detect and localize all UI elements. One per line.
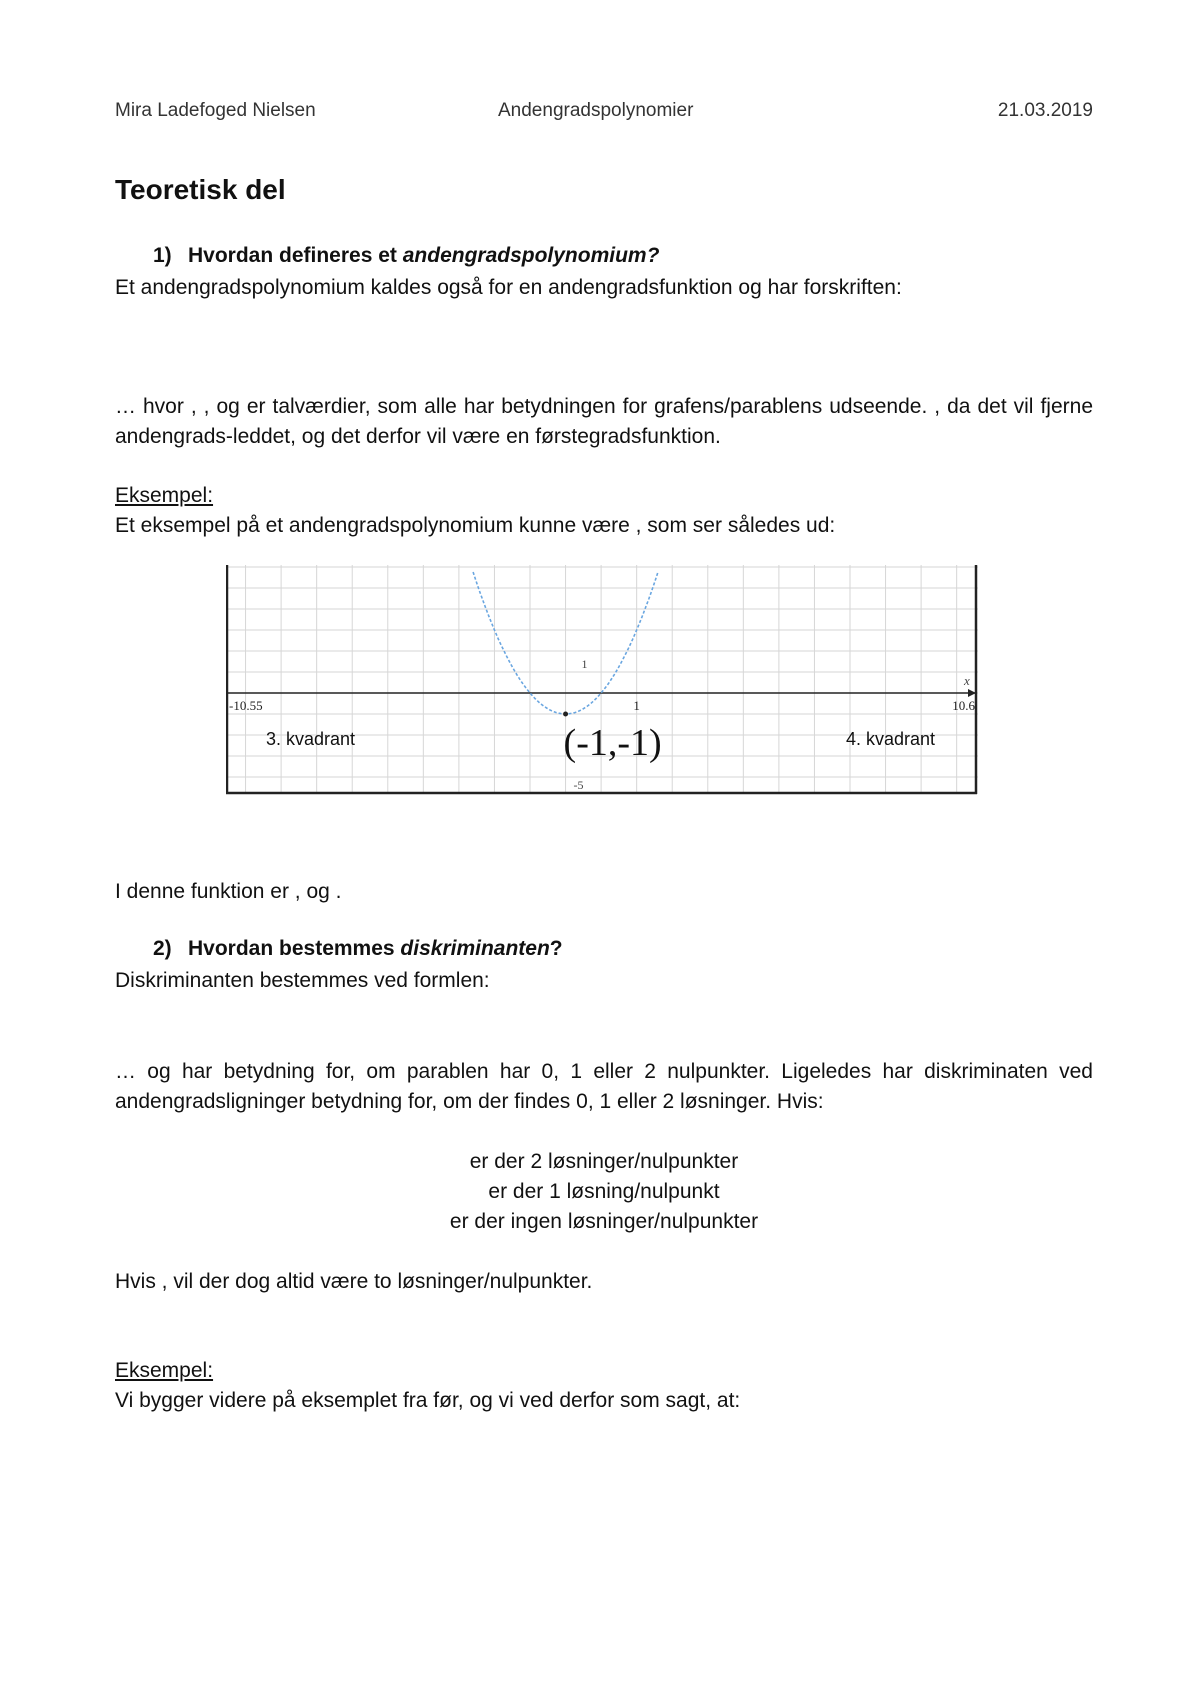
x-tick-label-min: -10.55 <box>229 698 263 713</box>
example-1-heading: Eksempel: <box>115 484 214 507</box>
question-1-text: Hvordan defineres et <box>188 244 403 267</box>
x-axis-label: x <box>964 673 970 688</box>
page-title: Teoretisk del <box>115 174 286 205</box>
parabola-chart <box>226 565 978 795</box>
annotation-4-kvadrant: 4. kvadrant <box>846 729 936 749</box>
question-2 <box>153 937 563 961</box>
case-no-solutions: er der ingen løsninger/nulpunkter <box>449 1210 759 1233</box>
case-two-solutions: er der 2 løsninger/nulpunkter <box>469 1150 739 1173</box>
paragraph-definition: Et andengradspolynomium kaldes også for en andengradsfunktion og har forskriften: <box>115 276 902 299</box>
vertex-point <box>563 712 568 717</box>
paragraph-coefficient-values: I denne funktion er , og . <box>115 880 342 903</box>
question-1 <box>153 244 659 268</box>
chart-svg <box>226 565 978 795</box>
case-one-solution: er der 1 løsning/nulpunkt <box>488 1180 720 1203</box>
example-1-text: Et eksempel på et andengradspolynomium kunne være , som ser således ud: <box>115 514 836 537</box>
header-author: Mira Ladefoged Nielsen <box>115 100 316 121</box>
question-2-tail: ? <box>549 937 563 960</box>
question-1-emphasis: andengradspolynomium? <box>402 244 660 267</box>
x-tick-label-max: 10.6 <box>952 698 975 713</box>
paragraph-discriminant-meaning: … og har betydning for, om parablen har 0, 1 eller 2 nulpunkter. Ligeledes har diskriminaten ved andengradsligninger betydning for, om der findes 0, 1 eller 2 løsninger. Hvis: <box>115 1060 1093 1113</box>
question-2-text: Hvordan bestemmes <box>188 937 401 960</box>
header-subject: Andengradspolynomier <box>498 100 694 121</box>
question-1-number: 1) <box>153 244 172 267</box>
header-date: 21.03.2019 <box>997 100 1093 121</box>
y-tick-label-minus-5: -5 <box>573 778 584 792</box>
x-tick-label-1: 1 <box>633 698 640 713</box>
paragraph-coefficients: … hvor , , og er talværdier, som alle har betydningen for grafens/parablens udseende. , da det vil fjerne andengrads-leddet, og det derfor vil være en førstegradsfunktion. <box>115 395 1093 448</box>
question-2-emphasis: diskriminanten <box>400 937 550 960</box>
y-tick-label-1: 1 <box>581 657 588 671</box>
example-2-text: Vi bygger videre på eksemplet fra før, og vi ved derfor som sagt, at: <box>115 1389 741 1412</box>
vertex-label: (-1,-1) <box>563 722 662 764</box>
question-2-number: 2) <box>153 937 172 960</box>
annotation-3-kvadrant: 3. kvadrant <box>266 729 356 749</box>
example-2-heading: Eksempel: <box>115 1359 214 1382</box>
paragraph-always-two: Hvis , vil der dog altid være to løsninger/nulpunkter. <box>115 1270 593 1293</box>
paragraph-discriminant-formula: Diskriminanten bestemmes ved formlen: <box>115 969 490 992</box>
